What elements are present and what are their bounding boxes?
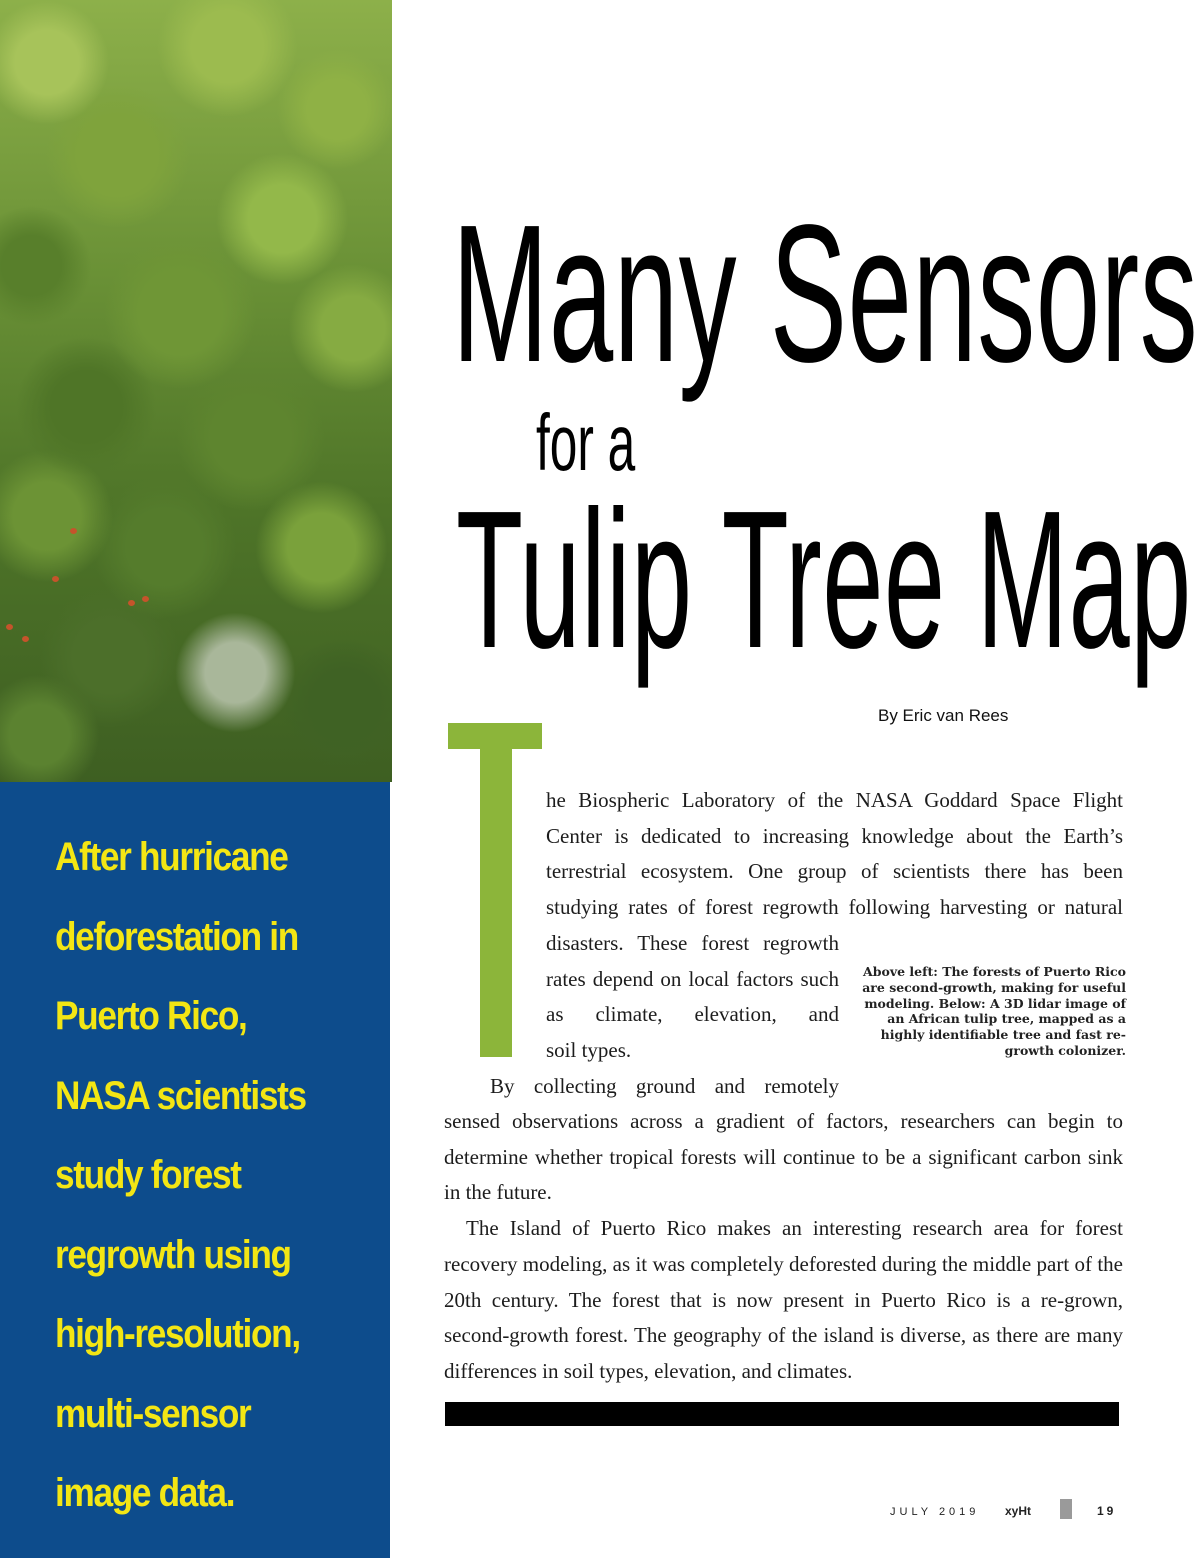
article-title-line-1: Many Sensors [452,184,1199,403]
tree-flower-speck [22,636,29,642]
page-number: 19 [1097,1504,1117,1518]
pull-quote [55,818,385,1534]
tree-flower-speck [52,576,59,582]
drop-cap-t-stem [480,749,512,1057]
article-paragraph: By collecting ground and remotely [490,1073,839,1098]
pull-quote-line: high-resolution, [55,1312,300,1356]
article-paragraph: The Island of Puerto Rico makes an interesting research area for forest recovery modeling, as it was completely deforested during the middle part of the 20th century. The forest that is now present in Puerto Rico is a re-grown, second-growth forest. The geography of the island is diverse, as there are many differences in soil types, elevation, and climates. [444,1216,1123,1383]
tree-flower-speck [6,624,13,630]
article-paragraph: disasters. These forest regrowth rates depend on local factors such as climate, elevation, and [546,931,839,1027]
article-title-line-2: for a [536,398,636,487]
article-paragraph: he Biospheric Laboratory of the NASA Goddard Space Flight Center is dedicated to increasing knowledge about the Earth’s terrestrial ecosystem. One group of scientists there has been studying rates of forest regrowth following harvesting or natural [546,788,1123,920]
pull-quote-line: NASA scientists [55,1073,306,1118]
pull-quote-line: image data. [55,1471,235,1515]
article-intro-narrow [490,926,839,1105]
pull-quote-line: regrowth using [55,1232,291,1277]
section-rule [445,1402,1119,1426]
article-paragraph: sensed observations across a gradient of factors, researchers can begin to determine whether tropical forests will continue to be a significant carbon sink in the future. [444,1109,1123,1205]
footer-divider-block [1060,1499,1072,1519]
article-intro [546,783,1123,926]
article-title-line-3: Tulip Tree Map [456,470,1192,689]
tree-flower-speck [70,528,77,534]
forest-canopy-photo [0,0,392,782]
pull-quote-line: After hurricane [55,835,288,879]
footer-issue-date: JULY 2019 [890,1506,980,1518]
pull-quote-line: study forest [55,1153,241,1197]
pull-quote-line: multi-sensor [55,1391,251,1436]
byline: By Eric van Rees [878,706,1009,725]
tree-flower-speck [128,600,135,606]
drop-cap-t [448,723,542,749]
footer-magazine-name: xyHt [1005,1504,1032,1518]
pull-quote-line: deforestation in [55,914,298,959]
photo-caption: Above left: The forests of Puerto Rico are second-growth, making for useful modeling. Below: A 3D lidar image of an African tulip tree, mapped as a highly identifiable tree and fast re-growth colonizer. [862,964,1126,1058]
article-paragraph: soil types. [546,1038,632,1063]
pull-quote-line: Puerto Rico, [55,994,247,1038]
article-body [444,1104,1123,1390]
tree-flower-speck [142,596,149,602]
